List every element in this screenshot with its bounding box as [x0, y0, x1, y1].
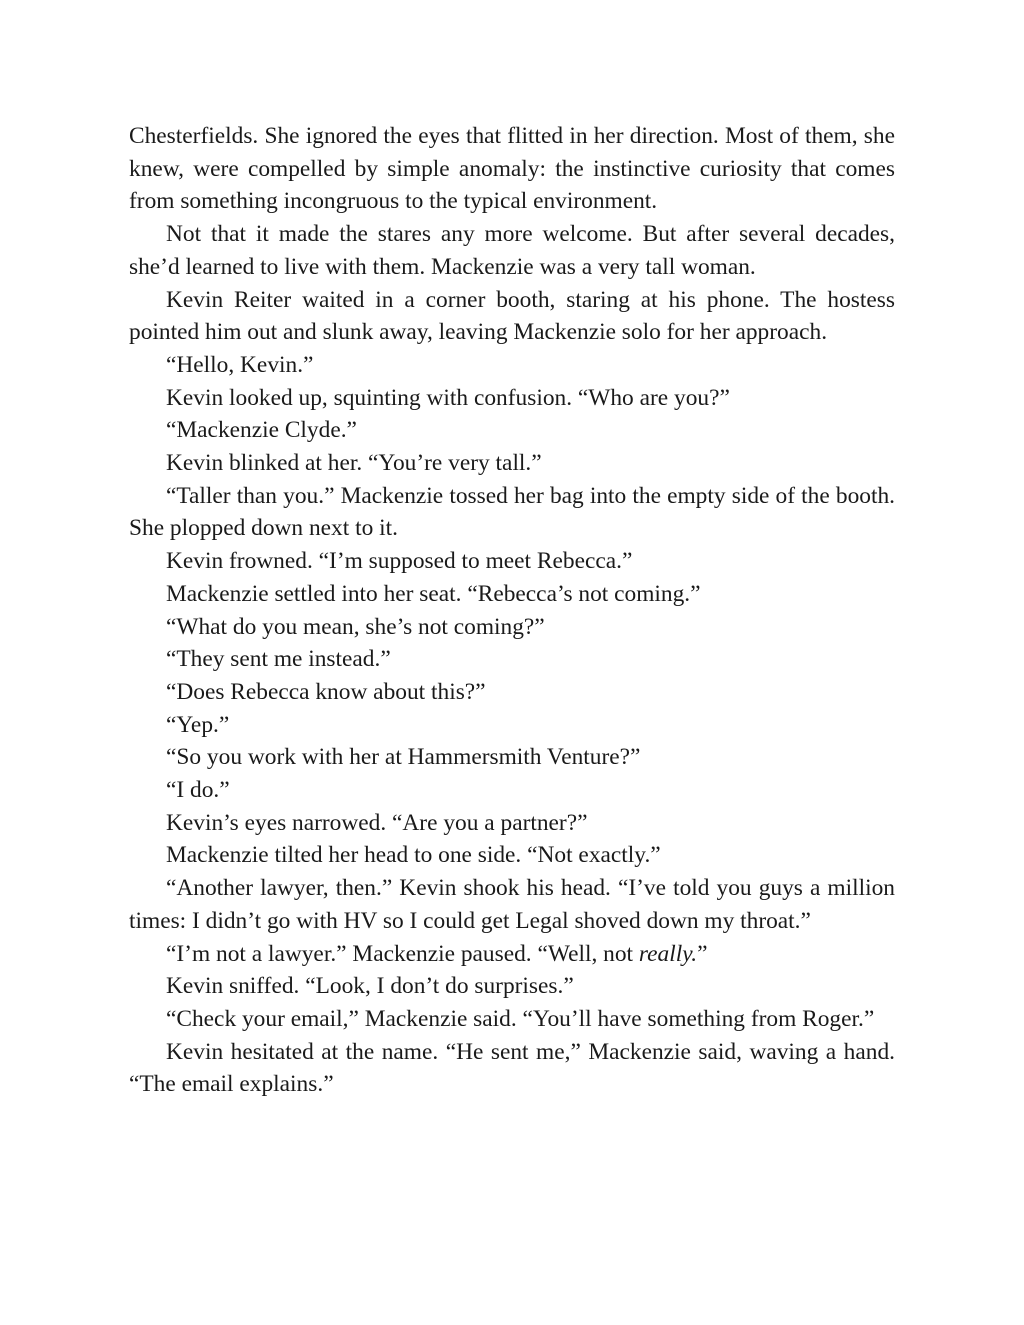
paragraph-5: Kevin looked up, squinting with confusion. “Who are you?”	[166, 384, 730, 411]
paragraph-20-end: ”	[697, 940, 708, 967]
paragraph-19: “Another lawyer, then.” Kevin shook his head. “I’ve told you guys a million times: I didn’t go with HV so I could get Legal shoved down my throat.”	[129, 875, 895, 934]
paragraph-18: Mackenzie tilted her head to one side. “Not exactly.”	[166, 842, 661, 869]
paragraph-16: “I do.”	[166, 777, 230, 804]
paragraph-20-italic: really.	[638, 940, 698, 967]
paragraph-2: Not that it made the stares any more welcome. But after several decades, she’d learned to live with them. Mackenzie was a very tall woman.	[129, 221, 895, 280]
paragraph-1: Chesterfields. She ignored the eyes that flitted in her direction. Most of them, she knew, were compelled by simple anomaly: the instinctive curiosity that comes from something incongruous to the typical environment.	[129, 123, 895, 215]
paragraph-7: Kevin blinked at her. “You’re very tall.”	[166, 450, 542, 477]
paragraph-20-start: “I’m not a lawyer.” Mackenzie paused. “Well, not	[166, 940, 639, 967]
paragraph-21: Kevin sniffed. “Look, I don’t do surprises.”	[166, 973, 574, 1000]
paragraph-6: “Mackenzie Clyde.”	[166, 417, 357, 444]
paragraph-12: “They sent me instead.”	[166, 646, 391, 673]
paragraph-17: Kevin’s eyes narrowed. “Are you a partner?”	[166, 809, 588, 836]
paragraph-22: “Check your email,” Mackenzie said. “You’ll have something from Roger.”	[166, 1005, 875, 1032]
paragraph-10: Mackenzie settled into her seat. “Rebecca’s not coming.”	[166, 580, 701, 607]
book-page	[129, 120, 895, 1101]
paragraph-20	[129, 938, 895, 971]
paragraph-4: “Hello, Kevin.”	[166, 351, 314, 378]
paragraph-15: “So you work with her at Hammersmith Venture?”	[166, 744, 641, 771]
paragraph-23: Kevin hesitated at the name. “He sent me,” Mackenzie said, waving a hand. “The email explains.”	[129, 1038, 895, 1098]
paragraph-13: “Does Rebecca know about this?”	[166, 678, 486, 705]
paragraph-9: Kevin frowned. “I’m supposed to meet Rebecca.”	[166, 548, 633, 575]
paragraph-14: “Yep.”	[166, 711, 230, 738]
paragraph-11: “What do you mean, she’s not coming?”	[166, 613, 545, 640]
paragraph-3: Kevin Reiter waited in a corner booth, staring at his phone. The hostess pointed him out and slunk away, leaving Mackenzie solo for her approach.	[129, 286, 895, 346]
paragraph-8: “Taller than you.” Mackenzie tossed her bag into the empty side of the booth. She plopped down next to it.	[129, 482, 895, 542]
